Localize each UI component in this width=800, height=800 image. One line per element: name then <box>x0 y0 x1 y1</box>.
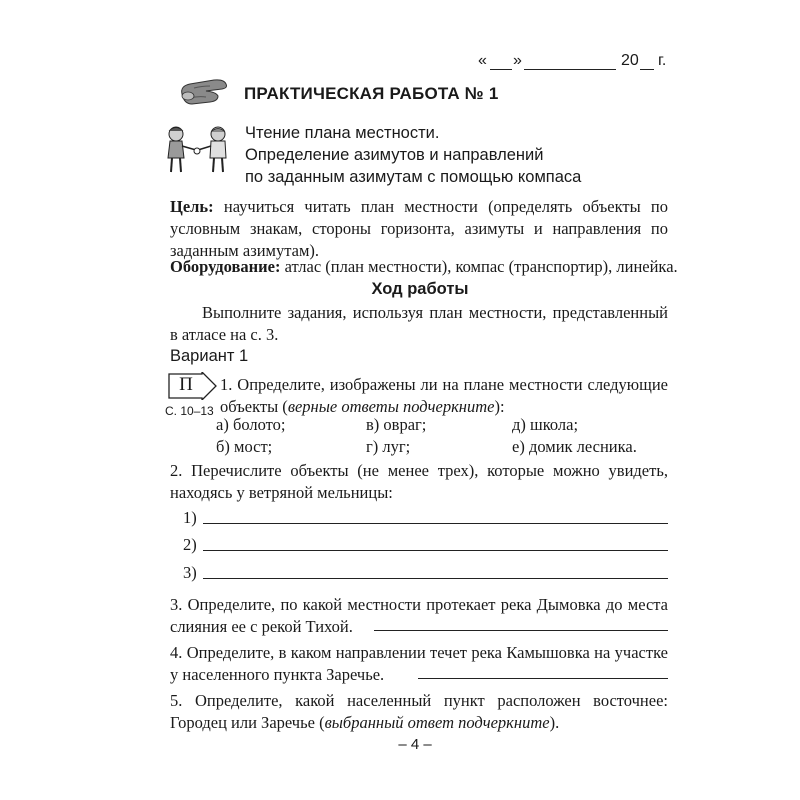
equipment-text: атлас (план местности), компас (транспортир), линейка. <box>280 257 678 276</box>
date-day-blank[interactable] <box>490 69 512 70</box>
task-5-text: 5. Определите, какой населенный пункт расположен восточнее: Городец или Заречье (выбранный ответ подчеркните). <box>170 691 668 732</box>
task-5-hint: выбранный ответ подчеркните <box>324 713 550 732</box>
task-1-options <box>216 414 676 462</box>
equipment-paragraph <box>170 256 678 278</box>
task-4-text: 4. Определите, в каком направлении течет река Камышовка на участке у населенного пункта Заречье. <box>170 643 668 684</box>
goal-paragraph <box>170 196 668 262</box>
option-v[interactable]: в) овраг; <box>366 415 427 434</box>
date-year-suffix: г. <box>658 52 667 69</box>
date-year-blank[interactable] <box>640 69 654 70</box>
answer-line-3[interactable] <box>203 578 668 579</box>
textbook-letter: П <box>179 374 193 395</box>
variant-label: Вариант 1 <box>170 347 249 365</box>
task-4-answer-line[interactable] <box>418 678 668 679</box>
date-month-blank[interactable] <box>524 69 616 70</box>
task-2-answer-2: 2) <box>183 535 669 557</box>
date-close-quote: » <box>513 52 522 69</box>
option-e[interactable]: е) домик лесника. <box>512 437 637 456</box>
answer-line-1[interactable] <box>203 523 668 524</box>
date-open-quote: « <box>478 52 487 69</box>
option-a[interactable]: а) болото; <box>216 415 286 434</box>
page-title: ПРАКТИЧЕСКАЯ РАБОТА № 1 <box>244 84 499 103</box>
intro-paragraph: Выполните задания, используя план местности, представленный в атласе на с. 3. <box>170 303 668 344</box>
textbook-pages: С. 10–13 <box>165 404 214 418</box>
goal-text: научиться читать план местности (определять объекты по условным знакам, стороны горизонта, азимуты и направления по заданным азимутам). <box>170 197 668 260</box>
subtitle <box>245 122 581 188</box>
subtitle-line-3: по заданным азимутам с помощью компаса <box>245 168 582 186</box>
textbook-reference-badge <box>168 372 218 400</box>
subtitle-line-2: Определение азимутов и направлений <box>245 146 544 164</box>
task-2-answer-1: 1) <box>183 508 669 530</box>
task-1-hint: верные ответы подчеркните <box>287 397 495 416</box>
date-year-prefix: 20 <box>621 52 639 69</box>
pointing-hand-icon <box>176 74 238 108</box>
goal-label: Цель: <box>170 197 214 216</box>
answer-line-2[interactable] <box>203 550 668 551</box>
task-2-answer-3: 3) <box>183 563 669 585</box>
children-with-compass-icon <box>160 122 236 178</box>
option-d[interactable]: д) школа; <box>512 415 579 434</box>
task-1-text: 1. Определите, изображены ли на плане местности следующие объекты (верные ответы подчеркните): <box>220 375 668 416</box>
subtitle-line-1: Чтение плана местности. <box>245 124 440 142</box>
section-title: Ход работы <box>371 280 469 298</box>
task-3-text: 3. Определите, по какой местности протекает река Дымовка до места слияния ее с рекой Тихой. <box>170 595 668 636</box>
option-g[interactable]: г) луг; <box>366 437 411 456</box>
page-number: – 4 – <box>398 736 432 753</box>
option-b[interactable]: б) мост; <box>216 437 273 456</box>
task-2-text: 2. Перечислите объекты (не менее трех), которые можно увидеть, находясь у ветряной мельницы: <box>170 461 668 502</box>
equipment-label: Оборудование: <box>170 257 281 276</box>
task-3-answer-line[interactable] <box>374 630 668 631</box>
date-line <box>470 52 670 76</box>
